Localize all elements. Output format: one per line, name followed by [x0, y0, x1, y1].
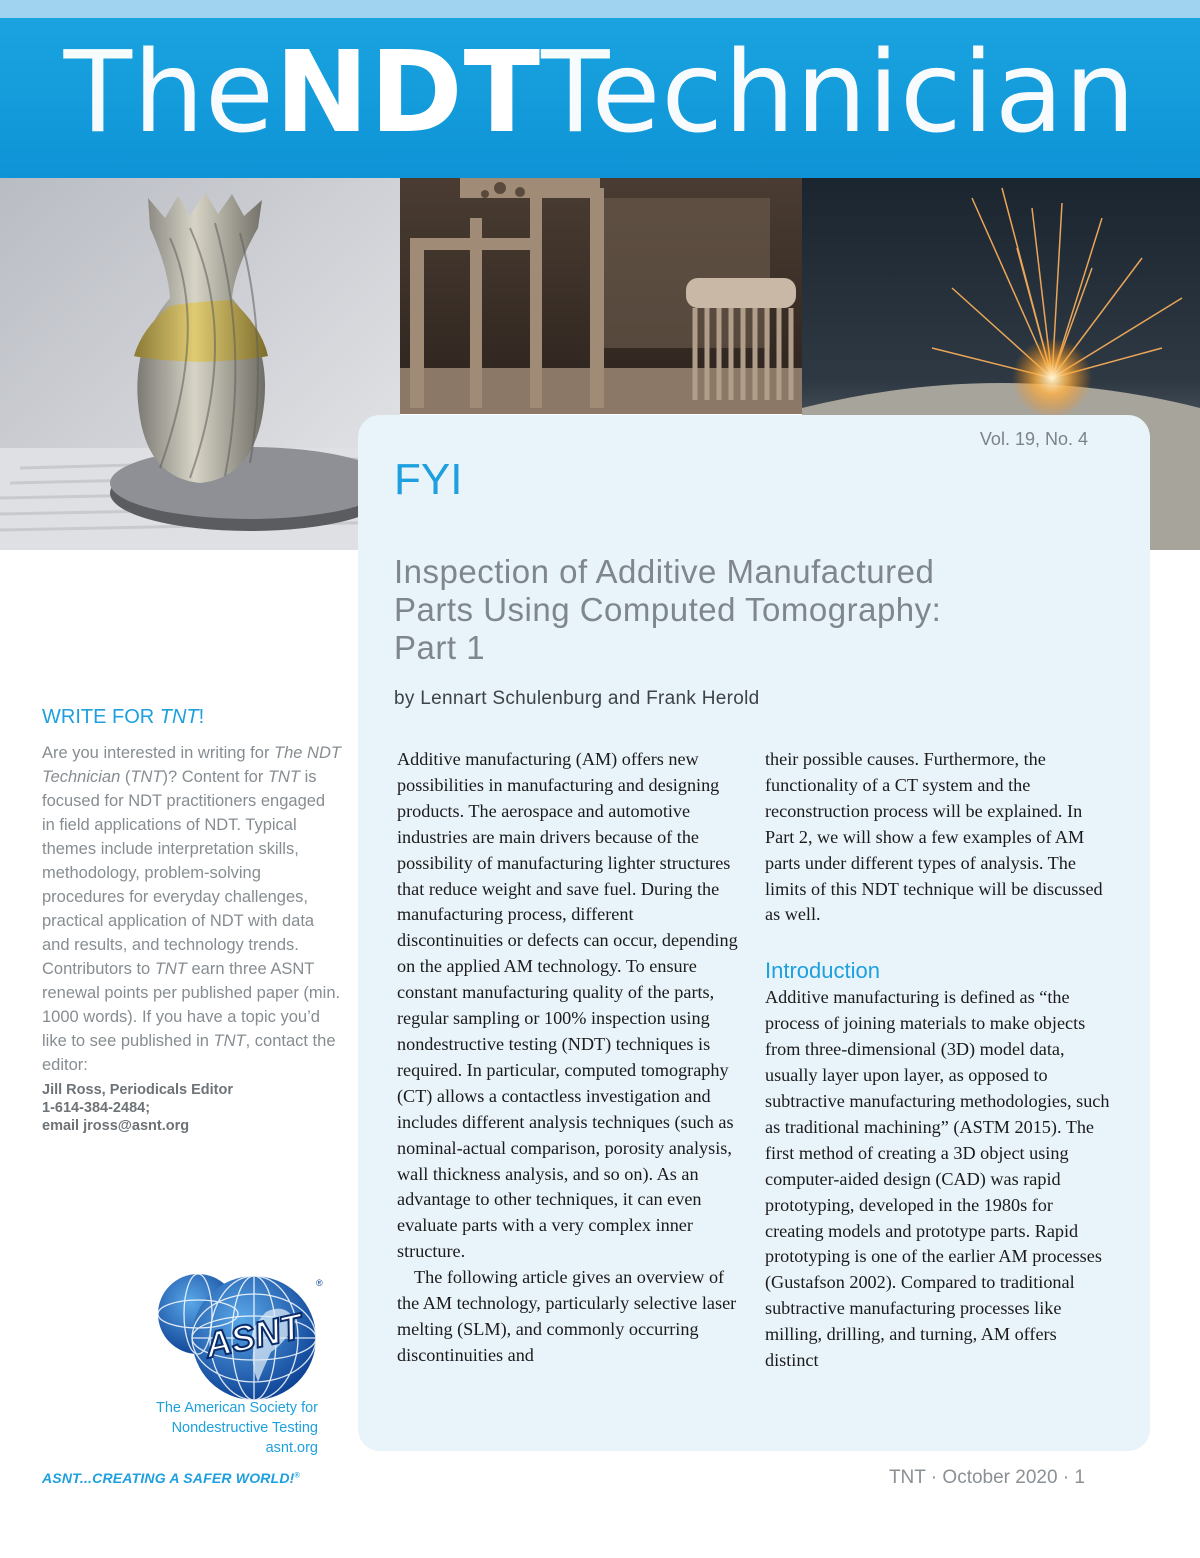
printed-parts-photo [400, 178, 802, 414]
byline: by Lennart Schulenburg and Frank Herold [394, 688, 760, 709]
article-paragraph: Additive manufacturing (AM) offers new possibilities in manufacturing and designing products. The aerospace and automotive industries are main drivers because of the possibility of manufacturing lighter structures that reduce weight and save fuel. During the manufacturing process, different discontinuities or defects can occur, depending on the applied AM technology. To ensure constant manufacturing quality of the parts, regular sampling or 100% inspection using nondestructive testing (NDT) techniques is required. In particular, computed tomography (CT) allows a contactless investigation and includes different analysis techniques (such as nominal-actual comparison, porosity analysis, wall thickness analysis, and so on). As an advantage to other techniques, it can even evaluate parts with a very complex inner structure. [397, 749, 738, 1262]
sidebar-heading-suffix: ! [198, 706, 205, 728]
article-column-1 [397, 747, 739, 1369]
sidebar-text: earn three ASNT renewal points per published paper (min. 1000 words). If you have a topic you’d like to see published in [42, 960, 341, 1050]
article-paragraph: The following article gives an overview of the AM technology, particularly selective laser melting (SLM), and commonly occurring discontinuities and [397, 1267, 737, 1365]
slogan [42, 1470, 300, 1486]
top-strip [0, 0, 1200, 18]
editor-contact [42, 1081, 342, 1135]
logo-registered-mark: ® [316, 1278, 323, 1288]
article-title-line-2: Parts Using Computed Tomography: [394, 591, 942, 628]
sidebar-heading-text: WRITE FOR [42, 706, 160, 728]
article-title-line-1: Inspection of Additive Manufactured [394, 553, 935, 590]
article-paragraph: Additive manufacturing is defined as “the process of joining materials to make objects from three-dimensional (3D) model data, usually layer upon layer, as opposed to subtractive manufacturing methodologies, such as traditional machining” (ASTM 2015). The first method of creating a 3D object using computer-aided design (CAD) was rapid prototyping, developed in the 1980s for creating models and prototype parts. Rapid prototyping is one of the earlier AM processes (Gustafson 2002). Compared to traditional subtractive manufacturing processes like milling, drilling, and turning, AM offers distinct [765, 987, 1110, 1371]
editor-email: email jross@asnt.org [42, 1118, 190, 1134]
section-label: FYI [394, 455, 463, 504]
sidebar-text: )? Content for [162, 768, 268, 786]
sidebar-body [42, 741, 342, 1077]
masthead [0, 18, 1200, 178]
article-title [394, 553, 1094, 667]
section-heading-introduction: Introduction [765, 958, 880, 984]
sidebar-text: is focused for NDT practitioners engaged in field applications of NDT. Typical themes include interpretation skills, methodology, problem-solving procedures for everyday challenges, practical application of NDT with data and results, and technology trends. Contributors to [42, 768, 326, 978]
slogan-text: ASNT...CREATING A SAFER WORLD! [42, 1470, 295, 1486]
society-url: asnt.org [265, 1440, 318, 1456]
society-name [156, 1398, 318, 1458]
vase-photo [0, 178, 400, 550]
sidebar-text: ( [120, 768, 131, 786]
sidebar-em: The NDT Technician [42, 744, 341, 786]
sidebar-em: TNT [154, 960, 187, 978]
issue-volume: Vol. 19, No. 4 [979, 429, 1088, 449]
page-folio: TNT · October 2020 · 1 [888, 1467, 1085, 1488]
society-line-2: Nondestructive Testing [171, 1420, 318, 1436]
editor-name: Jill Ross, Periodicals Editor [42, 1082, 233, 1098]
sidebar-text: Are you interested in writing for [42, 744, 275, 762]
slogan-mark: ® [294, 1472, 300, 1480]
editor-phone: 1-614-384-2484; [42, 1100, 151, 1116]
article-card [358, 415, 1150, 1451]
write-for-tnt-sidebar [42, 706, 342, 1135]
sidebar-text: , contact the editor: [42, 1032, 336, 1074]
sidebar-em: TNT [130, 768, 163, 786]
masthead-ndt: NDT [274, 28, 542, 158]
article-paragraph: their possible causes. Furthermore, the functionality of a CT system and the reconstruction process will be explained. In Part 2, we will show a few examples of AM parts under different types of analysis. The limits of this NDT technique will be discussed as well. [765, 749, 1103, 925]
masthead-the: The [63, 28, 275, 158]
sidebar-em: TNT [267, 768, 301, 786]
article-column-2 [765, 747, 1113, 1374]
masthead-technician: Technician [541, 28, 1137, 158]
asnt-logo [146, 1272, 326, 1402]
sidebar-heading-em: TNT [159, 706, 199, 728]
sidebar-heading [42, 706, 342, 729]
asnt-logo-text: ASNT [201, 1305, 306, 1366]
sidebar-em: TNT [213, 1032, 246, 1050]
article-title-line-3: Part 1 [394, 629, 486, 666]
society-line-1: The American Society for [156, 1400, 318, 1416]
